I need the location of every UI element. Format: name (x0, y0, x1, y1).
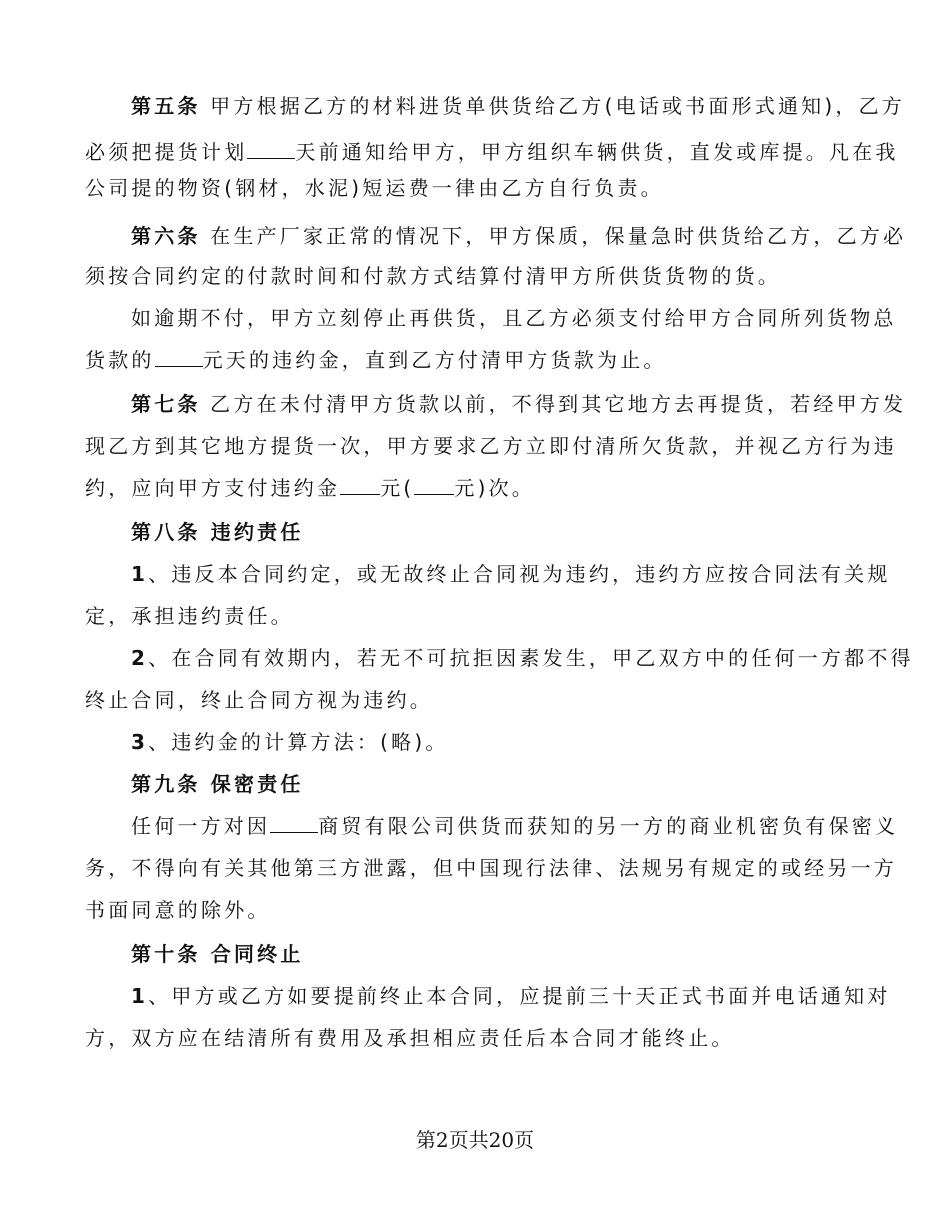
art10-item-1-text: 、甲方或乙方如要提前终止本合同，应提前三十天正式书面并电话通知对 (148, 984, 891, 1008)
blank-underline (340, 472, 380, 495)
art6-line-4 (85, 340, 875, 380)
art6-line-1 (131, 216, 907, 256)
art6-text-4a: 货款的 (85, 348, 155, 372)
art5-text-2b: 天前通知给甲方，甲方组织车辆供货，直发或库提。凡在我 (295, 140, 899, 164)
art5-line-3 (85, 168, 875, 208)
art8-item-1-line-2 (85, 596, 875, 636)
art9-line-1 (131, 806, 899, 846)
art8-item-2-text: 、在合同有效期内，若无不可抗拒因素发生，甲乙双方中的任何一方都不得 (148, 646, 914, 670)
art6-text-3: 如逾期不付，甲方立刻停止再供货，且乙方必须支付给甲方合同所列货物总 (131, 306, 897, 330)
art6-label: 第六条 (131, 224, 201, 248)
page-number-footer: 第2页共20页 (415, 1128, 535, 1152)
art7-text-3a: 约，应向甲方支付违约金 (85, 476, 341, 500)
art6-text-1: 在生产厂家正常的情况下，甲方保质，保量急时供货给乙方，乙方必 (210, 224, 907, 248)
art8-item-1-text: 、违反本合同约定，或无故终止合同视为违约，违约方应按合同法有关规 (148, 562, 891, 586)
art7-text-3c: 元)次。 (454, 476, 536, 500)
art7-line-3 (85, 468, 875, 508)
art8-item-1-line-1 (131, 554, 891, 594)
art8-item-2-line-1 (131, 638, 914, 678)
blank-underline (270, 810, 318, 833)
art7-text-2: 现乙方到其它地方提货一次，甲方要求乙方立即付清所欠货款，并视乙方行为违 (85, 434, 897, 458)
art8-item-2-text-2: 终止合同，终止合同方视为违约。 (85, 688, 433, 712)
blank-underline (155, 344, 203, 367)
art6-text-4b: 元天的违约金，直到乙方付清甲方货款为止。 (202, 348, 667, 372)
art6-line-2 (85, 256, 875, 296)
item-number: 1 (131, 562, 149, 586)
art7-line-1 (131, 384, 907, 424)
blank-underline (247, 136, 295, 159)
art10-item-1-line-1 (131, 976, 891, 1016)
art5-line-2 (85, 132, 899, 172)
art8-item-3-text: 、违约金的计算方法：(略)。 (148, 730, 449, 754)
art10-item-1-text-2: 方，双方应在结清所有费用及承担相应责任后本合同才能终止。 (85, 1026, 735, 1050)
art8-item-1-text-2: 定，承担违约责任。 (85, 604, 294, 628)
art5-text-2a: 必须把提货计划 (85, 140, 248, 164)
art7-text-1: 乙方在未付清甲方货款以前，不得到其它地方去再提货，若经甲方发 (210, 392, 907, 416)
art9-text-1a: 任何一方对因 (131, 814, 271, 838)
art8-item-3-line-1 (131, 722, 875, 762)
art7-text-3b: 元( (380, 476, 415, 500)
art8-item-2-line-2 (85, 680, 875, 720)
art9-line-3 (85, 890, 875, 930)
art5-text-1: 甲方根据乙方的材料进货单供货给乙方(电话或书面形式通知)，乙方 (210, 94, 905, 118)
item-number: 3 (131, 730, 149, 754)
art8-heading: 第八条 违约责任 (131, 520, 304, 544)
item-number: 1 (131, 984, 149, 1008)
art6-line-3 (131, 298, 897, 338)
art6-text-2: 须按合同约定的付款时间和付款方式结算付清甲方所供货货物的货。 (85, 264, 781, 288)
blank-underline (414, 472, 454, 495)
art9-text-1b: 商贸有限公司供货而获知的另一方的商业机密负有保密义 (318, 814, 899, 838)
art10-item-1-line-2 (85, 1018, 875, 1058)
art10-heading: 第十条 合同终止 (131, 942, 304, 966)
art5-text-3: 公司提的物资(钢材，水泥)短运费一律由乙方自行负责。 (85, 176, 664, 200)
art9-text-3: 书面同意的除外。 (85, 898, 271, 922)
art5-line-1 (131, 86, 905, 126)
art7-line-2 (85, 426, 897, 466)
item-number: 2 (131, 646, 149, 670)
art7-label: 第七条 (131, 392, 201, 416)
art9-text-2: 务，不得向有关其他第三方泄露，但中国现行法律、法规另有规定的或经另一方 (85, 856, 897, 880)
art5-label: 第五条 (131, 94, 201, 118)
art9-heading: 第九条 保密责任 (131, 772, 304, 796)
art9-line-2 (85, 848, 897, 888)
